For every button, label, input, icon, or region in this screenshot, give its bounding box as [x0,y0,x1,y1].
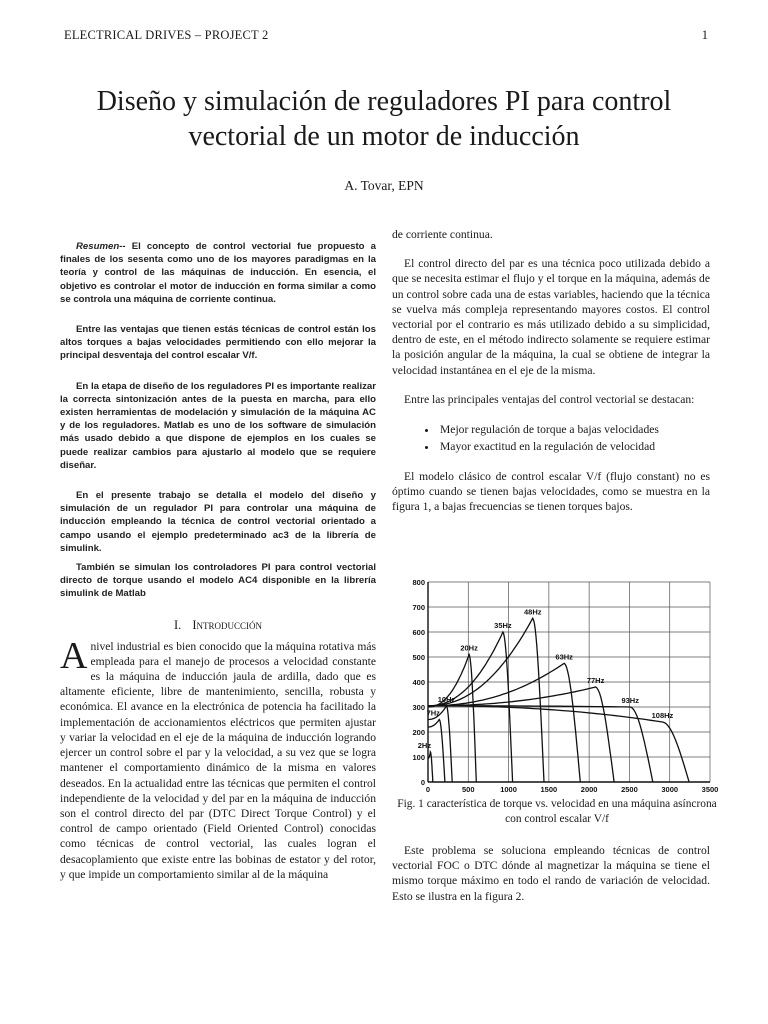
y-tick-label: 500 [412,653,425,662]
right-column [392,227,710,529]
y-tick-label: 600 [412,628,425,637]
author-line: A. Tovar, EPN [344,178,424,193]
x-tick-label: 1500 [540,785,558,794]
paragraph-advantages: Entre las principales ventajas del control vectorial se destacan: [404,392,695,406]
right-column-bottom [392,843,710,918]
page-number: 1 [701,28,708,42]
intro-text: nivel industrial es bien conocido que la máquina rotativa más empleada para el manejo de procesos a velocidad constante es la máquina de inducción jaula de ardilla, dado que es altamente eficiente, libre de mantenimiento, sencilla, robusta y económica. El avance en la electrónica de potencia ha facilitado la implementación de accionamientos eléctricos que permiten ajustar y variar la velocidad en el eje de la máquina de inducción logrando ejercer un control sobre el par y la velocidad, a su vez que se logra mantener el comportamiento dinámico de la misma en valores deseados. En la actualidad entre las técnicas que permiten el control independiente de la velocidad y del par en la máquina de inducción son el control directo del par (DTC Direct Torque Control) y el control de campo orientado (Field Oriented Control) conocidas como técnicas de control vectorial, las cuales logran el desacoplamiento que existe entre las bobinas de estator y del rotor, y que impide un comportamiento similar al de la máquina [60,639,376,881]
series-label: 20Hz [460,643,478,653]
series-label: 63Hz [555,652,573,662]
torque-speed-chart [398,574,718,796]
left-column [60,240,376,882]
series-label: 108Hz [651,711,674,720]
series-label: 77Hz [586,676,605,685]
x-tick-label: 3500 [701,785,718,794]
x-tick-label: 1000 [500,785,517,794]
intro-paragraph [60,634,376,882]
list-item: • Mejor regulación de torque a bajas velocidades [438,421,710,438]
drop-cap: A [60,634,88,677]
y-tick-label: 700 [412,603,425,612]
series-label: 48Hz [523,607,542,617]
abstract-text-1: El concepto de control vectorial fue propuesto a finales de los sesenta como uno de los mayores paradigmas en la teoría y control de las máquinas de inducción. En esencia, el objetivo es controlar el motor de inducción en forma similar a como se controla una máquina de corriente continua. [60,241,376,305]
series-label: 35Hz [494,621,512,630]
x-tick-label: 500 [462,785,475,794]
y-tick-label: 400 [412,678,425,687]
section-title: Introducción [192,617,263,632]
running-title: ELECTRICAL DRIVES – PROJECT 2 [64,28,269,42]
x-tick-label: 3000 [661,785,679,794]
series-label: 10Hz [437,694,456,704]
list-item: • Mayor exactitud en la regulación de velocidad [438,438,710,455]
series-label: 7Hz [426,708,440,718]
section-number: I. [173,617,182,632]
series-label: 93Hz [621,696,639,705]
x-tick-label: 2500 [621,785,638,794]
paragraph-solution: Este problema se soluciona empleando técnicas de control vectorial FOC o DTC dónde al magnetizar la máquina se tiene el mismo torque máximo en todo el rando de variación de velocidad. Esto se ilustra en la figura 2. [392,844,710,903]
y-tick-label: 0 [420,778,425,787]
continuation-text: de corriente continua. [392,228,493,241]
abstract-paragraph-1 [60,240,376,306]
series-label: 2Hz [417,741,432,750]
figure-caption: Fig. 1 característica de torque vs. velocidad en una máquina asíncrona con control escalar V/f [397,798,717,825]
x-tick-label: 2000 [580,785,598,794]
paper-title: Diseño y simulación de reguladores PI para control vectorial de un motor de inducción [96,86,672,152]
abstract [60,240,376,601]
y-tick-label: 100 [412,753,425,762]
torque-curve-2hz [428,752,433,782]
x-tick-label: 0 [425,785,431,794]
abstract-label: Resumen-- [76,241,126,252]
abstract-paragraph-5: También se simulan los controladores PI para control vectorial directo de torque usando el modelo AC4 disponible en la librería simulink de Matlab [60,562,376,600]
torque-curve-7hz [428,720,445,783]
y-tick-label: 200 [412,728,425,737]
paragraph-dtc: El control directo del par es una técnica poco utilizada debido a que se necesita estimar el flujo y el torque en la máquina, además de un control sobre cada una de estas variables, haciendo que la técnica se vuelva más compleja representando mayores costos. El control vectorial por el contrario es más utilizado debido a su simplicidad, dentro de este, en el método indirecto solamente se requiere estimar la posición angular de la máquina, la cual se obtiene de integrar la velocidad instantánea en el eje de la misma. [392,257,710,377]
y-tick-label: 800 [412,578,425,587]
section-heading [60,618,376,633]
y-tick-label: 300 [412,703,425,712]
abstract-paragraph-2: Entre las ventajas que tienen estás técnicas de control están los altos torques a bajas velocidades permitiendo con ello mejorar la principal desventaja del control escalar V/f. [60,324,376,362]
paragraph-scalar-control: El modelo clásico de control escalar V/f (flujo constant) no es óptimo cuando se tienen bajas velocidades, como se muestra en la figura 1, a bajas frecuencias se tienen torques bajos. [392,470,710,514]
advantages-list [392,421,710,455]
abstract-paragraph-4: En el presente trabajo se detalla el modelo del diseño y simulación de un regulador PI para controlar una máquina de inducción empleando la técnica de control vectorial orientado a campo usando el ejemplo predeterminado ac3 de la librería de simulink. [60,490,376,554]
abstract-paragraph-3: En la etapa de diseño de los reguladores PI es importante realizar la correcta sintonización antes de la puesta en marcha, para ello existen herramientas de modelación y simulación de la máquina AC y de los reguladores. Matlab es uno de los software de simulación más usado debido a que dispone de ejemplos en los cuales se puede realizar cambios para ajustarlo al modelo que se requiere diseñar. [60,380,376,471]
